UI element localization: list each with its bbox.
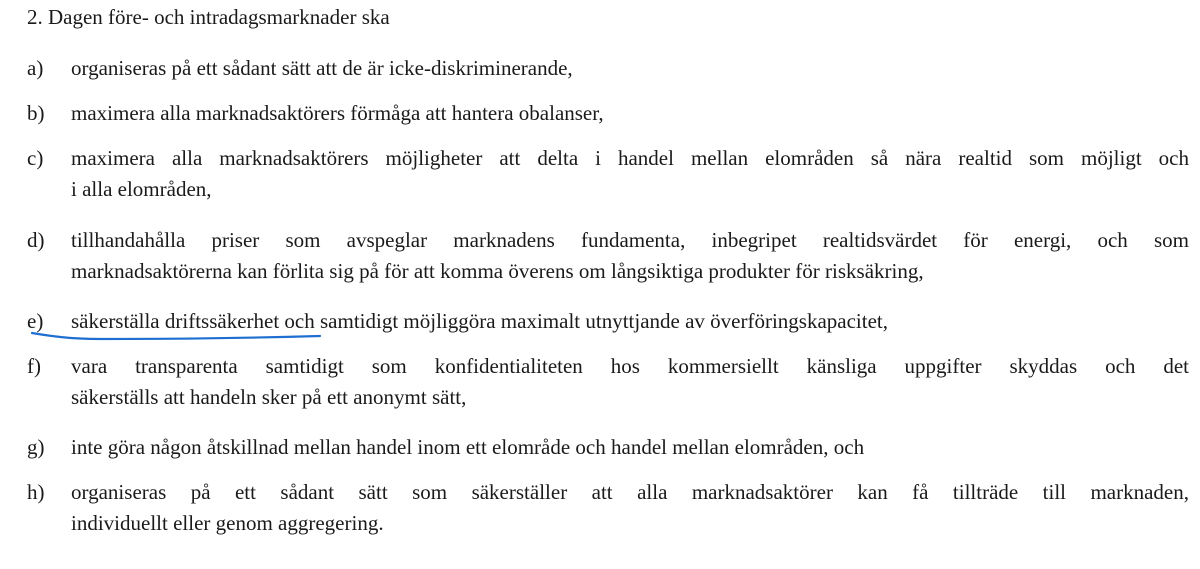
item-text-line: organiseras på ett sådant sätt att de är icke-diskriminerande, bbox=[71, 56, 573, 80]
item-label: b) bbox=[27, 101, 45, 125]
list-item-e bbox=[27, 306, 1189, 337]
item-text-line: säkerställs att handeln sker på ett anonymt sätt, bbox=[71, 385, 467, 409]
item-text-line: maximera alla marknadsaktörers möjligheter att delta i handel mellan elområden så nära realtid som möjligt och bbox=[71, 146, 1189, 170]
item-text-line: tillhandahålla priser som avspeglar marknadens fundamenta, inbegripet realtidsvärdet för energi, och som bbox=[71, 228, 1189, 252]
item-label: g) bbox=[27, 435, 45, 459]
list-item-d bbox=[27, 225, 1189, 287]
item-text-line: säkerställa driftssäkerhet och samtidigt möjliggöra maximalt utnyttjande av överföringskapacitet, bbox=[71, 309, 889, 333]
section-heading: 2. Dagen före- och intradagsmarknader ska bbox=[27, 5, 390, 29]
list-item-a bbox=[27, 53, 1189, 84]
item-text-line: i alla elområden, bbox=[71, 177, 212, 201]
list-item-b bbox=[27, 98, 1189, 129]
item-text-line: inte göra någon åtskillnad mellan handel inom ett elområde och handel mellan elområden, och bbox=[71, 435, 865, 459]
list-item-c bbox=[27, 143, 1189, 205]
item-text-line: vara transparenta samtidigt som konfidentialiteten hos kommersiellt känsliga uppgifter skyddas och det bbox=[71, 354, 1189, 378]
item-label: c) bbox=[27, 146, 44, 170]
list-item-g bbox=[27, 432, 1189, 463]
item-text-line: individuellt eller genom aggregering. bbox=[71, 511, 384, 535]
item-label: e) bbox=[27, 309, 44, 333]
item-text-line: maximera alla marknadsaktörers förmåga att hantera obalanser, bbox=[71, 101, 604, 125]
item-label: d) bbox=[27, 228, 45, 252]
item-text-line: organiseras på ett sådant sätt som säkerställer att alla marknadsaktörer kan få tillträde till marknaden, bbox=[71, 480, 1189, 504]
item-label: f) bbox=[27, 354, 41, 378]
item-label: a) bbox=[27, 56, 44, 80]
list-item-f bbox=[27, 351, 1189, 413]
item-text-line: marknadsaktörerna kan förlita sig på för att komma överens om långsiktiga produkter för risksäkring, bbox=[71, 259, 924, 283]
item-label: h) bbox=[27, 480, 45, 504]
list-item-h bbox=[27, 477, 1189, 539]
